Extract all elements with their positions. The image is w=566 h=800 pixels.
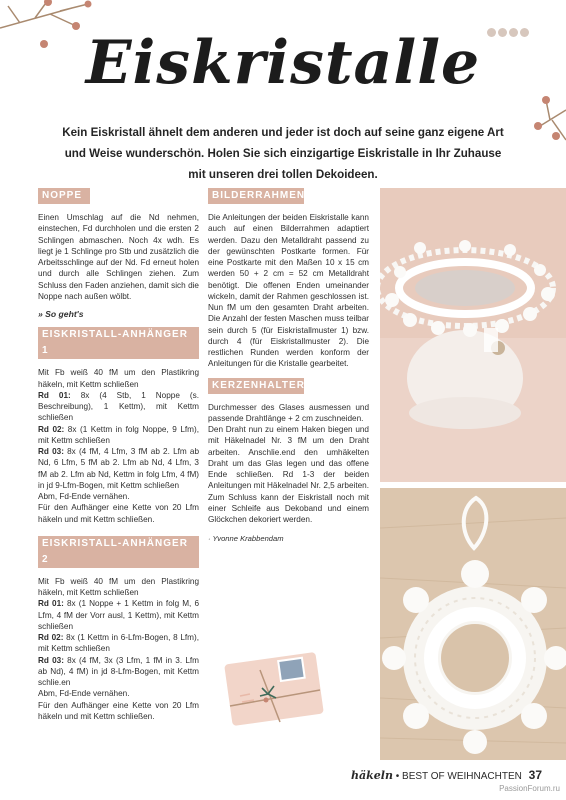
a1-end-2: Für den Aufhänger eine Kette von 20 Lfm häkeln und mit Kettm schließen. <box>38 503 199 524</box>
ice-crystal-ornament-photo <box>380 488 566 760</box>
postcard-illustration <box>220 650 330 730</box>
page-title: Eiskristalle <box>85 28 481 98</box>
section-head-bilderrahmen: BILDERRAHMEN <box>208 188 304 204</box>
footer-brand: häkeln <box>351 769 393 782</box>
left-column <box>38 188 199 722</box>
bilderrahmen-text: Die Anleitungen der beiden Eiskristalle kann auch auf einen Bilderrahmen adaptiert werden. Dazu den Metalldraht passend zu der gewünschten Postkarte formen. Für eine Postkarte mit den Maßen 10 x 15 cm werden 50 + 2 cm = 52 cm Metalldraht benötigt. Die offenen Enden umeinander wickeln, damit der Rahmen geschlossen ist. Nun fM um den gesamten Draht arbeiten. Die Anzahl der festen Maschen muss teilbar sein durch 5 (für Eiskristallmuster 1) bzw. durch 4 (für Eiskristallmuster 2). Die restlichen Runden werden konform der Anleitungen für die Kristalle gearbeitet. <box>208 213 369 369</box>
section-head-anhaenger-1: EISKRISTALL-ANHÄNGER 1 <box>38 327 199 359</box>
a1-end-1: Abm, Fd-Ende vernähen. <box>38 492 130 501</box>
candle-holder-photo <box>380 188 566 482</box>
section-head-noppe: NOPPE <box>38 188 90 204</box>
page-footer <box>351 768 542 782</box>
noppe-text: Einen Umschlag auf die Nd nehmen, einstechen, Fd durchholen und die ersten 2 Schlingen abmaschen. Noch 4x wdh. Es liegt je 1 Schlinge pro Stb und zusätzlich die Arbeitsschlinge auf der Nd. Fd erneut holen und durch alle Schlingen ziehen. Zum Schluss den Faden anziehen, damit sich die Noppe nach außen wölbt. <box>38 213 199 301</box>
a1-round-3: Rd 03: 8x (4 fM, 4 Lfm, 3 fM ab 2. Lfm ab Nd, 6 Lfm, 5 fM ab 2. Lfm ab Nd, 4 Lfm, 3 fM ab 2. Lfm ab Nd, Kettm in folg Lfm, 4 fM) in jd 9-Lfm-Bogen, mit Kettm schließen <box>38 447 199 490</box>
section-head-kerzenhalter: KERZENHALTER <box>208 378 304 394</box>
footer-series: • BEST OF WEIHNACHTEN <box>395 771 522 782</box>
a2-end-2: Für den Aufhänger eine Kette von 20 Lfm häkeln und mit Kettm schließen. <box>38 700 199 721</box>
author-credit: · Yvonne Krabbendam <box>208 534 284 544</box>
watermark: PassionForum.ru <box>499 784 560 793</box>
branch-decoration-right <box>526 90 566 150</box>
middle-column <box>208 188 369 545</box>
a1-round-1: Rd 01: 8x (4 Stb, 1 Noppe (s. Beschreibung), 1 Kettm), mit Kettm schließen <box>38 390 199 423</box>
so-gehts-label: » So geht's <box>38 309 84 319</box>
intro-paragraph: Kein Eiskristall ähnelt dem anderen und jeder ist doch auf seine ganz eigene Art und Weise wunderschön. Holen Sie sich einzigartige Eiskristalle in Ihr Zuhause mit unseren drei tollen Dekoideen. <box>62 126 504 181</box>
kerzenhalter-text-2: Den Draht nun zu einem Haken biegen und mit Häkelnadel Nr. 3 fM um den Draht arbeiten. Anschlie.end den umhäkelten Draht um das Glas legen und das offene Ende schließen. Rd 1-3 der beiden Anleitungen mit Häkelnadel Nr. 2,5 arbeiten. Zum Schluss kann der Eiskristall noch mit einer Schleife aus Dekoband und einem Glöckchen dekoriert werden. <box>208 425 369 524</box>
a2-intro: Mit Fb weiß 40 fM um den Plastikring häkeln, mit Kettm schließen <box>38 576 199 597</box>
a2-end-1: Abm, Fd-Ende vernähen. <box>38 689 130 699</box>
section-head-anhaenger-2: EISKRISTALL-ANHÄNGER 2 <box>38 536 199 568</box>
a2-round-3: Rd 03: 8x (4 fM, 3x (3 Lfm, 1 fM in 3. Lfm ab Nd), 4 fM) in jd 8-Lfm-Bogen, mit Kettm schlie.en <box>38 655 199 687</box>
a1-round-2: Rd 02: 8x (1 Kettm in folg Noppe, 9 Lfm), mit Kettm schließen <box>38 424 199 445</box>
a1-intro: Mit Fb weiß 40 fM um den Plastikring häkeln, mit Kettm schließen <box>38 368 199 389</box>
a2-round-1: Rd 01: 8x (1 Noppe + 1 Kettm in folg M, 6 Lfm, 4 fM der Vorr ausl, 1 Kettm), mit Kettm schließen <box>38 599 199 631</box>
a2-round-2: Rd 02: 8x (1 Kettm in 6-Lfm-Bogen, 8 Lfm), mit Kettm schließen <box>38 633 199 654</box>
page-number: 37 <box>528 768 542 782</box>
kerzenhalter-text-1: Durchmesser des Glases ausmessen und passende Drahtlänge + 2 cm zuschneiden. <box>208 402 369 423</box>
